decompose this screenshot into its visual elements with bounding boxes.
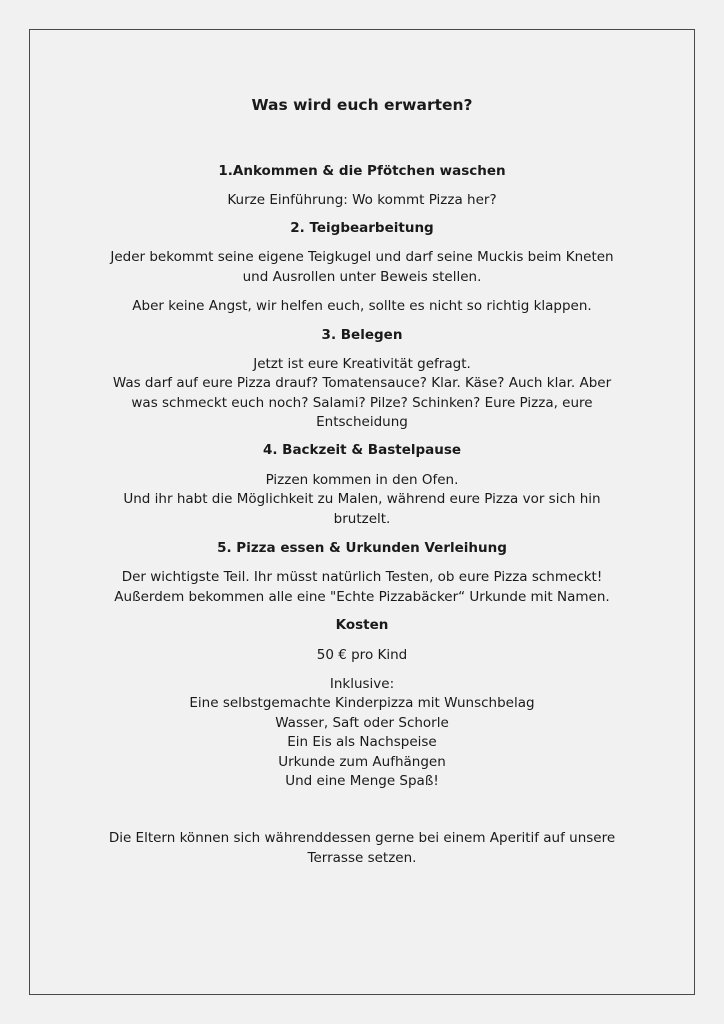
costs-heading: Kosten xyxy=(335,617,389,633)
costs-item-4: Urkunde zum Aufhängen xyxy=(278,754,446,770)
section-heading-4: 4. Backzeit & Bastelpause xyxy=(262,442,462,458)
costs-item-2: Wasser, Saft oder Schorle xyxy=(275,715,449,731)
costs-item-1: Eine selbstgemachte Kinderpizza mit Wunschbelag xyxy=(189,695,535,711)
section-5-line-2: Außerdem bekommen alle eine "Echte Pizzabäcker“ Urkunde mit Namen. xyxy=(114,589,610,605)
section-4-line-1: Pizzen kommen in den Ofen. xyxy=(265,472,459,488)
costs-item-5: Und eine Menge Spaß! xyxy=(285,773,439,789)
costs-price: 50 € pro Kind xyxy=(316,647,408,663)
section-heading-5: 5. Pizza essen & Urkunden Verleihung xyxy=(217,540,507,556)
footer-line-1: Die Eltern können sich währenddessen gerne bei einem Aperitif auf unsere xyxy=(108,830,616,846)
footer-line-2: Terrasse setzen. xyxy=(307,850,417,866)
section-2-line-2: und Ausrollen unter Beweis stellen. xyxy=(242,269,482,285)
section-4-line-3: brutzelt. xyxy=(333,511,391,527)
section-3-line-1: Jetzt ist eure Kreativität gefragt. xyxy=(253,356,471,372)
section-heading-2: 2. Teigbearbeitung xyxy=(290,220,434,236)
page-title: Was wird euch erwarten? xyxy=(251,96,473,114)
section-1-line-1: Kurze Einführung: Wo kommt Pizza her? xyxy=(227,192,497,208)
section-3-line-3: was schmeckt euch noch? Salami? Pilze? Schinken? Eure Pizza, eure xyxy=(131,395,593,411)
costs-item-3: Ein Eis als Nachspeise xyxy=(287,734,437,750)
section-2-line-1: Jeder bekommt seine eigene Teigkugel und darf seine Muckis beim Kneten xyxy=(110,249,614,265)
section-4-line-2: Und ihr habt die Möglichkeit zu Malen, während eure Pizza vor sich hin xyxy=(123,491,601,507)
section-2-line-3: Aber keine Angst, wir helfen euch, sollte es nicht so richtig klappen. xyxy=(132,298,592,314)
section-3-line-2: Was darf auf eure Pizza drauf? Tomatensauce? Klar. Käse? Auch klar. Aber xyxy=(112,375,612,391)
section-heading-3: 3. Belegen xyxy=(321,327,403,343)
section-3-line-4: Entscheidung xyxy=(316,414,408,430)
section-heading-1: 1.Ankommen & die Pfötchen waschen xyxy=(218,163,506,179)
section-5-line-1: Der wichtigste Teil. Ihr müsst natürlich Testen, ob eure Pizza schmeckt! xyxy=(121,569,603,585)
costs-included-label: Inklusive: xyxy=(329,676,395,692)
